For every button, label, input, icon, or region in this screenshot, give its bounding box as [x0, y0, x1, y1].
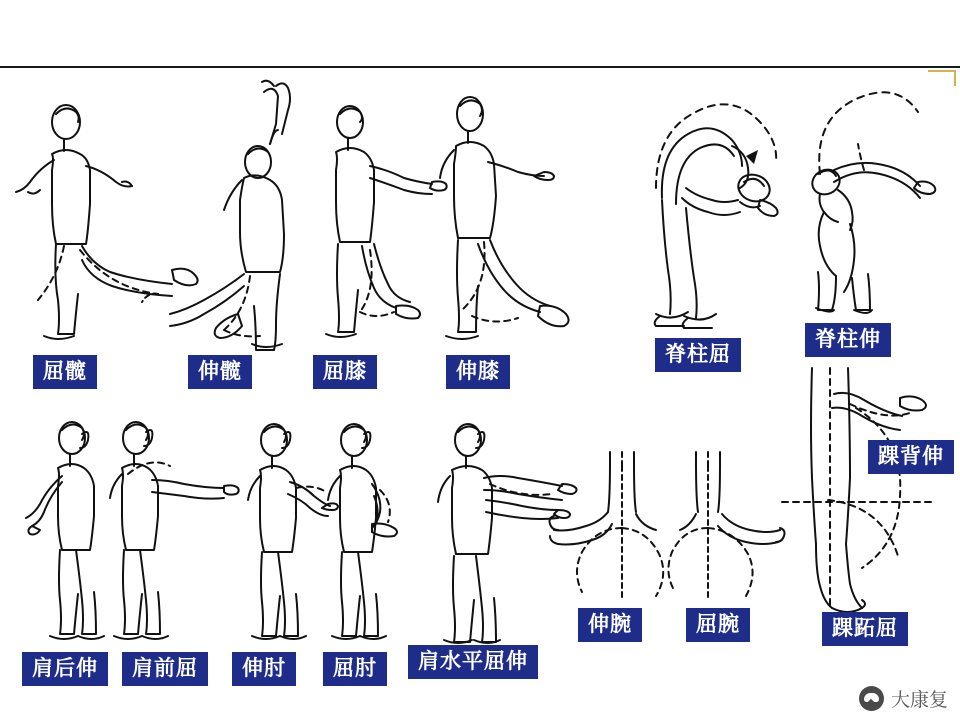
label-shoulder-horizontal: 肩水平屈伸 [408, 645, 538, 679]
label-ankle-plantarflexion: 踝跖屈 [822, 612, 908, 646]
ankle-figure [782, 368, 952, 616]
header-divider-line [0, 66, 960, 68]
label-spine-flexion: 脊柱屈 [655, 338, 741, 372]
spine-extension-figure [790, 78, 955, 318]
label-knee-flexion: 屈膝 [313, 355, 377, 389]
label-wrist-flexion: 屈腕 [686, 608, 750, 642]
label-shoulder-extension: 肩后伸 [22, 652, 108, 686]
label-elbow-extension: 伸肘 [232, 652, 296, 686]
wechat-official-account-icon [859, 686, 884, 711]
elbow-flexion-figure [318, 420, 418, 642]
label-hip-extension: 伸髋 [188, 355, 252, 389]
label-wrist-extension: 伸腕 [578, 608, 642, 642]
watermark [859, 685, 948, 712]
label-spine-extension: 脊柱伸 [805, 323, 891, 357]
label-ankle-dorsiflexion: 踝背伸 [868, 440, 954, 474]
label-knee-extension: 伸膝 [446, 355, 510, 389]
knee-flexion-figure [318, 100, 448, 345]
hip-flexion-figure [20, 100, 210, 345]
label-hip-flexion: 屈髋 [33, 355, 97, 389]
label-elbow-flexion: 屈肘 [323, 652, 387, 686]
wrist-flexion-figure [660, 452, 790, 602]
spine-flexion-figure [628, 78, 788, 328]
shoulder-extension-figure [28, 418, 108, 643]
knee-extension-figure [432, 88, 602, 346]
label-shoulder-flexion: 肩前屈 [122, 652, 208, 686]
shoulder-flexion-figure [100, 418, 240, 643]
watermark-text: 大康复 [890, 690, 948, 711]
wrist-extension-figure [548, 452, 678, 602]
